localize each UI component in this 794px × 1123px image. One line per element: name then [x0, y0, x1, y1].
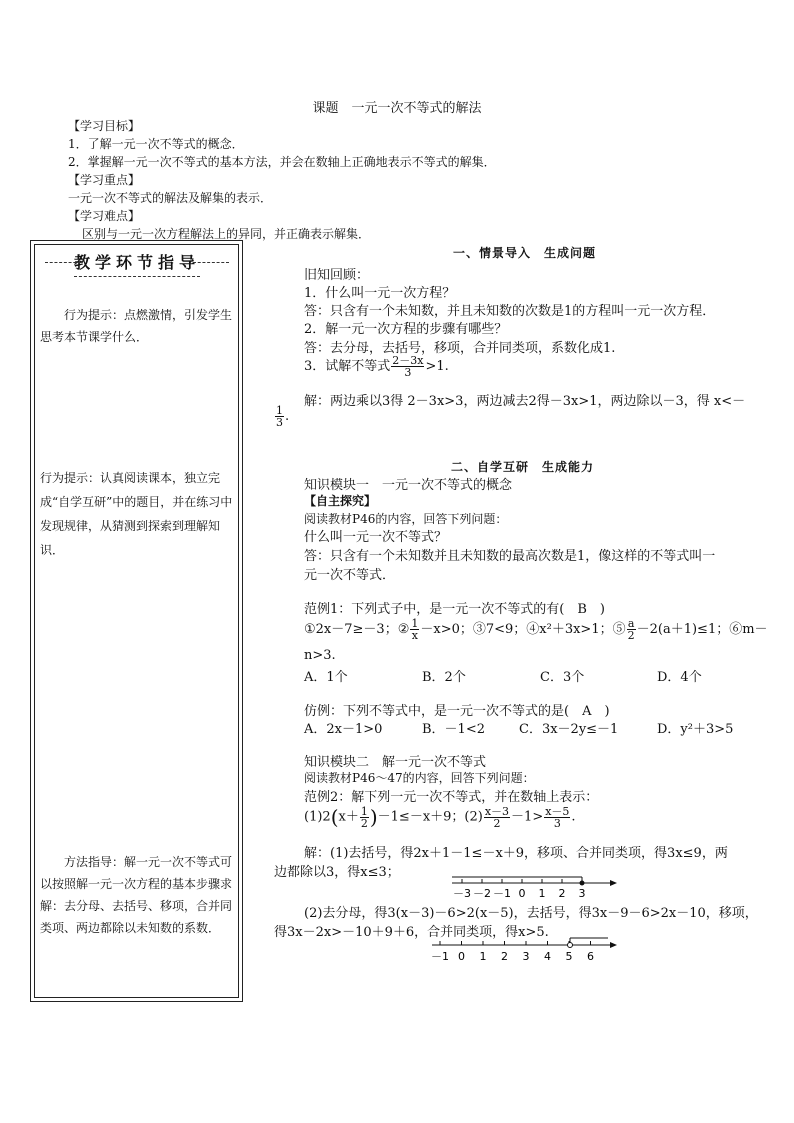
axis-tick-label: 6: [587, 950, 594, 963]
difficulties-heading: 【学习难点】: [68, 209, 141, 223]
axis-tick-label: －2: [473, 887, 491, 900]
sidebar-tip-2: 行为提示：认真阅读课本，独立完成“自学互研”中的题目，并在练习中发现规律，从猜测到探索到理解知识．: [40, 471, 233, 557]
keypoints-text: 一元一次不等式的解法及解集的表示．: [68, 191, 273, 205]
review-label: 旧知回顾：: [304, 268, 370, 283]
example-1-option-b: B．2个: [422, 670, 466, 685]
keypoints-heading: 【学习重点】: [68, 173, 141, 187]
axis-tick-label: 5: [565, 950, 573, 963]
example-1-option-d: D．4个: [657, 670, 702, 685]
reading-instruction-1: 阅读教材P46的内容，回答下列问题：: [304, 512, 508, 526]
solution-1-line1: 解：(1)去括号，得2x＋1－1≤－x＋9，移项、合并同类项，得3x≤9，两: [304, 846, 728, 861]
example-1-option-c: C．3个: [540, 670, 585, 685]
example-1-stem: 范例1：下列式子中，是一元一次不等式的有( B ): [304, 602, 605, 617]
fraction: $\frac{a}{2}$: [627, 617, 635, 642]
module-2-title: 知识模块二 解一元一次不等式: [304, 755, 487, 770]
axis-tick-label: －3: [453, 887, 471, 900]
axis-tick-label: 0: [458, 950, 465, 963]
example-2-stem: 范例2：解下列一元一次不等式，并在数轴上表示：: [304, 790, 599, 805]
difficulties-text: 区别与一元一次方程解法上的异同，并正确表示解集．: [82, 227, 371, 241]
axis-arrow-icon: [610, 880, 617, 886]
section1-heading: 一、情景导入 生成问题: [453, 246, 597, 260]
axis-tick-label: 3: [578, 887, 586, 900]
objective-item: 1．了解一元一次不等式的概念．: [68, 137, 244, 151]
fraction: $\frac{1}{2}$: [360, 804, 368, 830]
axis-tick-label: 0: [518, 887, 526, 900]
explore-heading: 【自主探究】: [304, 494, 377, 508]
concept-answer-line2: 元一次不等式．: [304, 568, 396, 583]
sidebar-banner-text: 教学环节指导: [74, 250, 200, 277]
example-1-tail: n>3.: [304, 648, 336, 663]
open-point-icon: [568, 943, 573, 948]
imitation-option-a: A．2x－1>0: [304, 722, 383, 737]
imitation-stem: 仿例：下列不等式中，是一元一次不等式的是( A ): [304, 704, 610, 719]
axis-tick-label: 1: [538, 887, 546, 900]
page-title: 课题 一元一次不等式的解法: [312, 101, 482, 116]
concept-answer-line1: 答：只含有一个未知数并且未知数的最高次数是1，像这样的不等式叫一: [304, 549, 716, 564]
imitation-option-d: D．y²＋3>5: [657, 722, 734, 737]
sidebar-banner: [45, 250, 229, 276]
example-1-items: ①2x－7≥－3；② $\frac{1}{x}$ －x>0；③7<9；④x²＋3x>1；⑤ $\frac{a}{2}$ －2(a＋1)≤1；⑥m－: [304, 617, 768, 642]
section2-heading: 二、自学互研 生成能力: [451, 460, 595, 474]
sidebar-tip-1: 行为提示：点燃激情，引发学生思考本节课学什么．: [40, 308, 233, 344]
example-1-option-a: A．1个: [304, 670, 348, 685]
fraction: $\frac{1}{3}$: [276, 404, 283, 429]
number-line-1-svg: [450, 873, 620, 905]
solution-2-line2: 得3x－2x>－10＋9＋6，合并同类项，得x>5.: [274, 925, 549, 940]
axis-tick-label: 2: [501, 950, 508, 963]
question-3: [304, 355, 449, 378]
solution-2-line1: (2)去分母，得3(x－3)－6>2(x－5)，去括号，得3x－9－6>2x－10，移项，: [304, 906, 758, 921]
question-1: 1．什么叫一元一次方程？: [304, 286, 456, 301]
axis-tick-label: 1: [479, 950, 487, 963]
answer-3-fraction: $\frac{1}{3}$ .: [276, 404, 290, 429]
axis-arrow-icon: [610, 942, 617, 948]
objectives-heading: 【学习目标】: [68, 119, 141, 133]
question-2: 2．解一元一次方程的步骤有哪些？: [304, 322, 508, 337]
fraction: $\frac{1}{x}$: [411, 617, 419, 642]
answer-1: 答：只含有一个未知数，并且未知数的次数是1的方程叫一元一次方程．: [304, 304, 716, 319]
example-2-equations: (1)2(x＋ $\frac{1}{2}$ )－1≤－x＋9；(2) $\frac{x-3}{2}$ －1> $\frac{x-5}{3}$ .: [304, 804, 576, 830]
sidebar-tip-3: 方法指导：解一元一次不等式可以按照解一元一次方程的基本步骤求解：去分母、去括号、移项，合并同类项、两边都除以未知数的系数．: [40, 855, 233, 935]
number-line-2-svg: [430, 933, 620, 967]
question-3-prefix: 3．试解不等式: [304, 359, 391, 374]
module-1-title: 知识模块一 一元一次不等式的概念: [304, 478, 513, 493]
answer-2: 答：去分母，去括号，移项，合并同类项，系数化成1.: [304, 341, 616, 356]
solution-1-line2: 边都除以3，得x≤3；: [274, 865, 400, 880]
imitation-option-c: C．3x－2y≤－1: [519, 722, 619, 737]
fraction: $\frac{x-3}{2}$: [484, 804, 510, 830]
axis-tick-label: 4: [544, 950, 551, 963]
fraction: $\frac{2-3x}{3}$: [392, 354, 424, 379]
answer-3: 解：两边乘以3得 2－3x>3，两边减去2得－3x>1，两边除以－3，得 x<－: [304, 394, 746, 409]
fraction: $\frac{x-5}{3}$: [545, 804, 570, 830]
axis-tick-label: －1: [431, 950, 449, 963]
axis-tick-label: 2: [558, 887, 566, 900]
objective-item: 2．掌握解一元一次不等式的基本方法，并会在数轴上正确地表示不等式的解集．: [68, 155, 496, 169]
axis-tick-label: －1: [493, 887, 511, 900]
question-3-suffix: >1.: [425, 359, 449, 374]
axis-tick-label: 3: [522, 950, 530, 963]
number-line-2: [430, 933, 620, 971]
concept-question: 什么叫一元一次不等式？: [304, 530, 448, 545]
imitation-option-b: B．－1<2: [422, 722, 485, 737]
closed-point-icon: [580, 881, 585, 886]
reading-instruction-2: 阅读教材P46～47的内容，回答下列问题：: [304, 771, 535, 785]
